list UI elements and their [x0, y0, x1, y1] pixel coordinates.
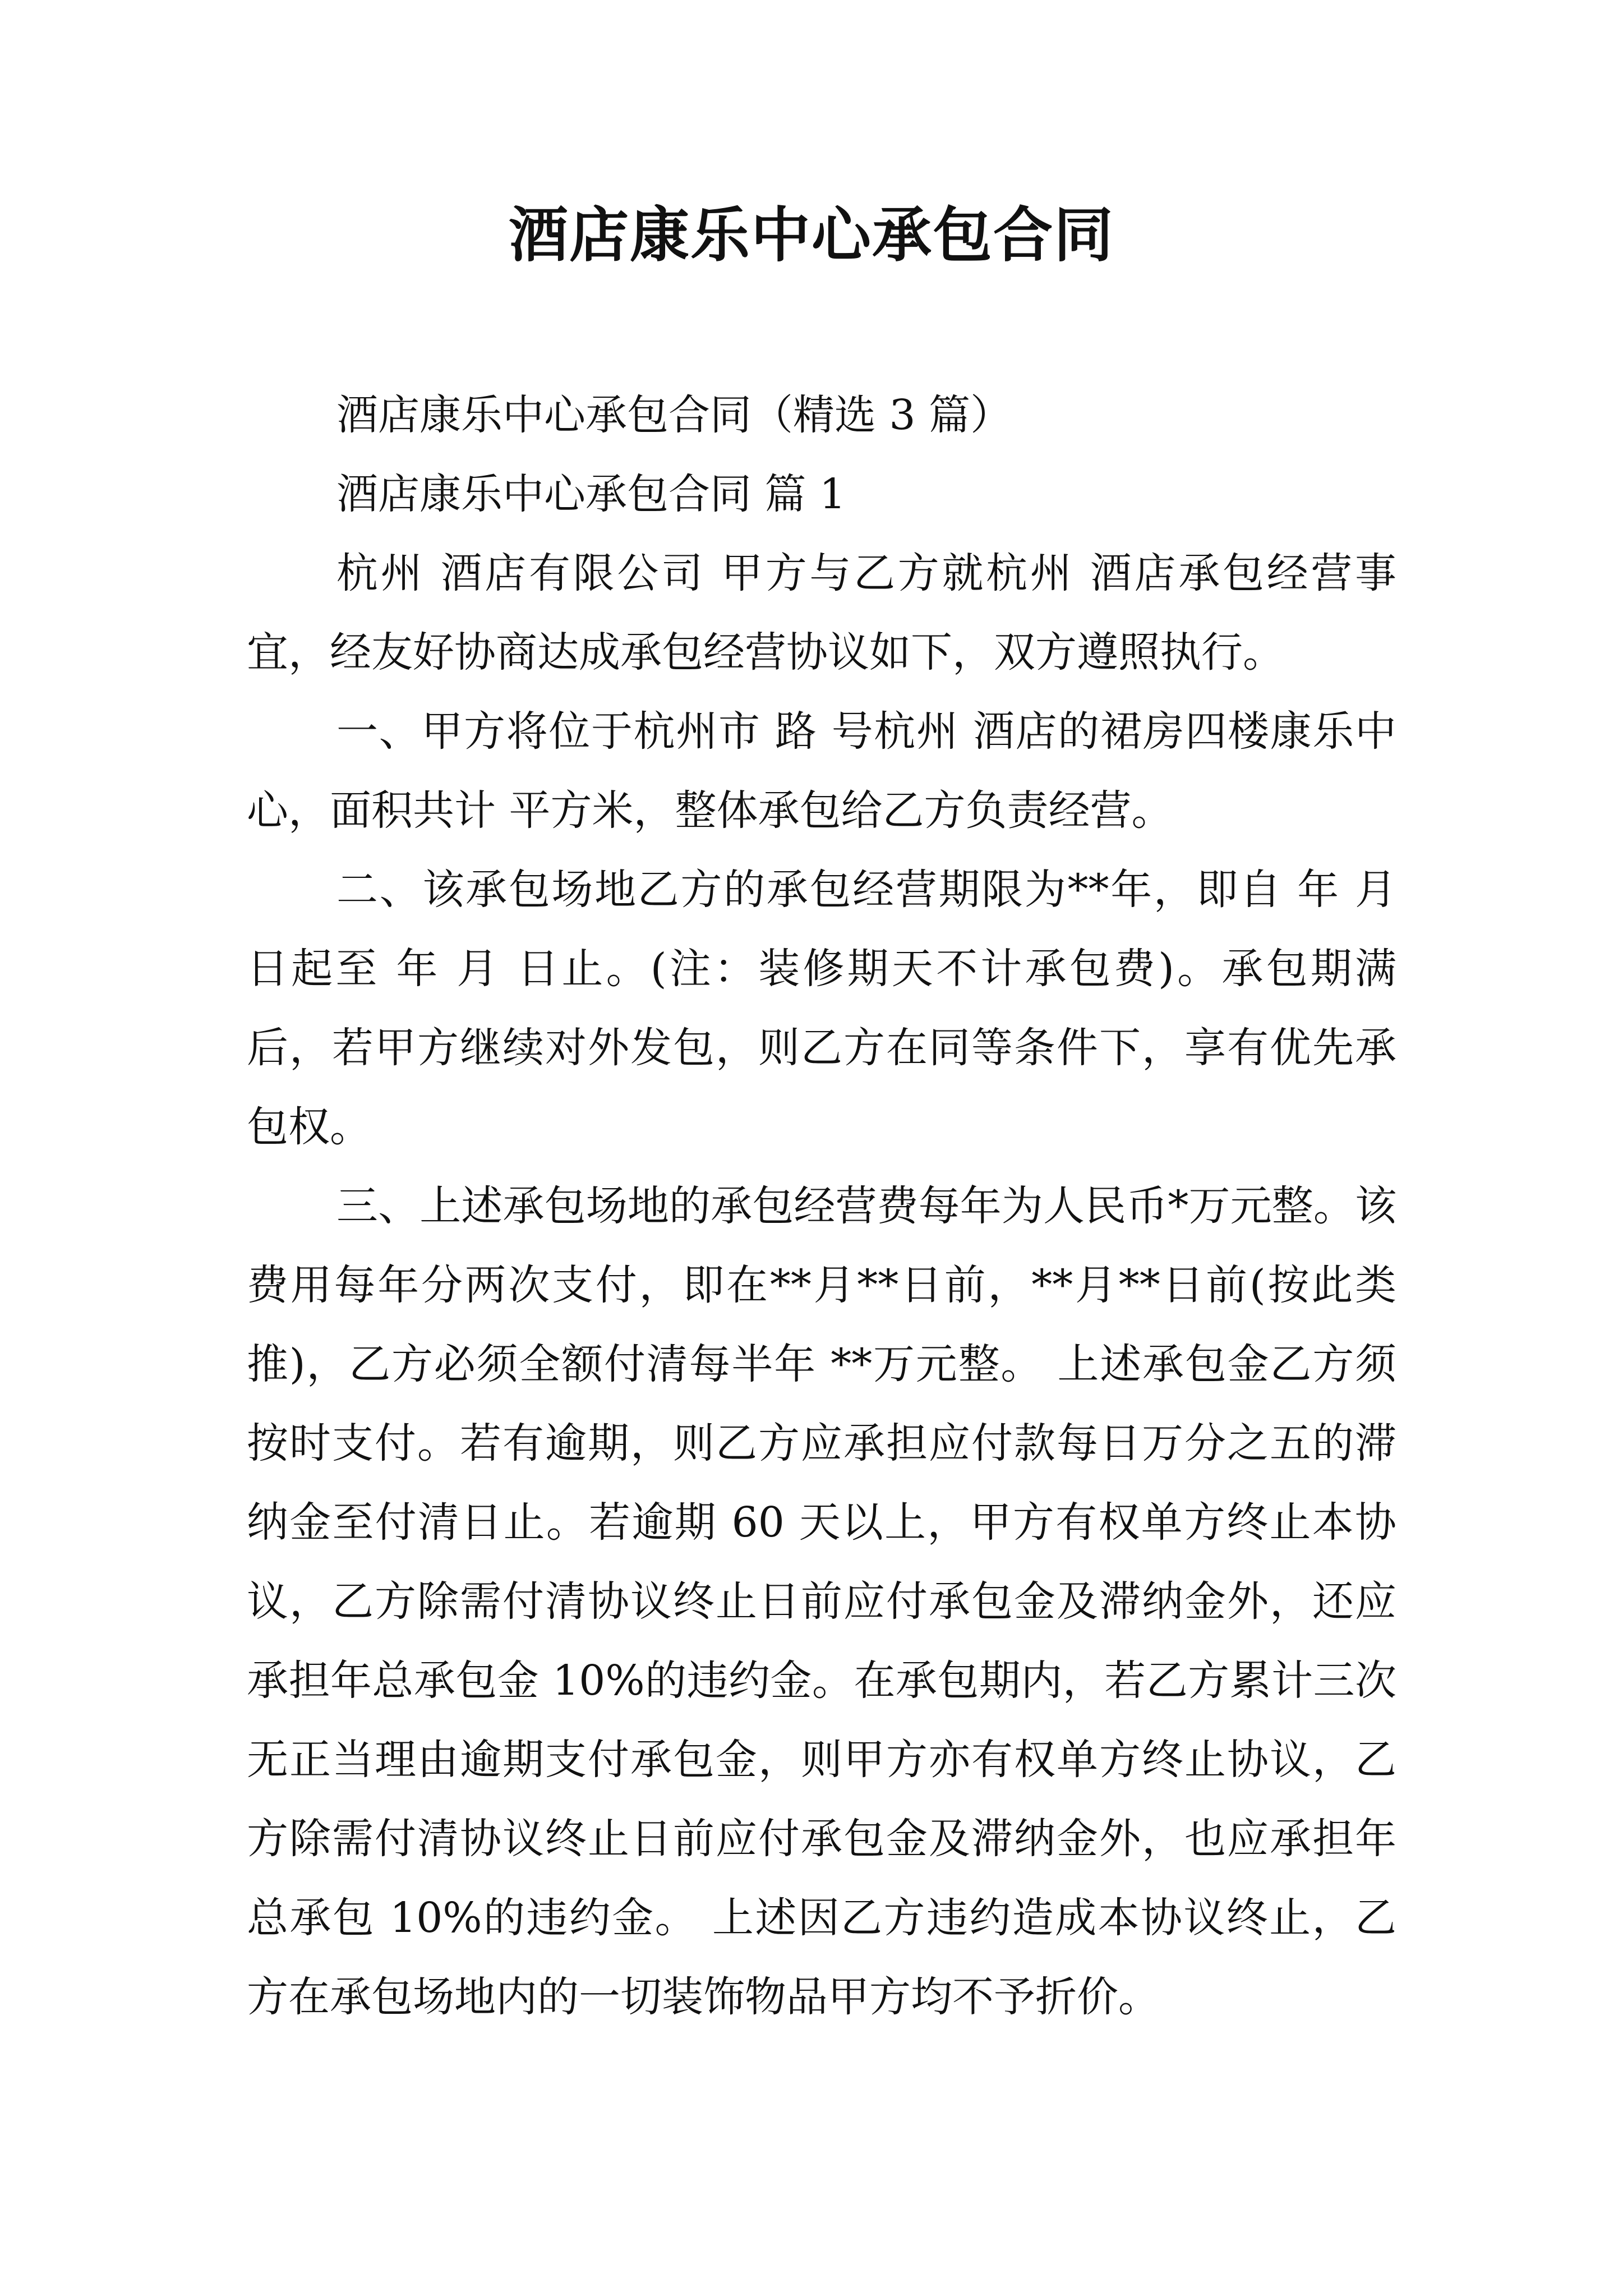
document-title: 酒店康乐中心承包合同 — [509, 201, 1114, 270]
clause-3-paragraph: 三、上述承包场地的承包经营费每年为人民币*万元整。该费用每年分两次支付，即在**月**日前，**月**日前(按此类推)，乙方必须全额付清每半年 **万元整。 上述承包金乙方须按时支付。若有逾期，则乙方应承担应付款每日万分之五的滞纳金至付清日止。若逾期 60 天以上，甲方有权单方终止本协议，乙方除需付清协议终止日前应付承包金及滞纳金外，还应承担年总承包金 10%的违约金。在承包期内，若乙方累计三次无正当理由逾期支付承包金，则甲方亦有权单方终止协议，乙方除需付清协议终止日前应付承包金及滞纳金外，也应承担年总承包 10%的违约金。 上述因乙方违约造成本协议终止，乙方在承包场地内的一切装饰物品甲方均不予折价。 — [247, 1182, 1396, 2021]
section-heading-paragraph: 酒店康乐中心承包合同 篇 1 — [336, 470, 846, 518]
clause-2-paragraph: 二、该承包场地乙方的承包经营期限为**年，即自 年 月 日起至 年 月 日止。(注：装修期天不计承包费)。承包期满后，若甲方继续对外发包，则乙方在同等条件下，享有优先承包权。 — [247, 866, 1396, 1151]
document-body — [247, 376, 1396, 2037]
clause-1-paragraph: 一、甲方将位于杭州市 路 号杭州 酒店的裙房四楼康乐中心，面积共计 平方米，整体承包给乙方负责经营。 — [247, 707, 1396, 835]
intro-paragraph: 杭州 酒店有限公司 甲方与乙方就杭州 酒店承包经营事宜，经友好协商达成承包经营协议如下，双方遵照执行。 — [247, 549, 1396, 677]
subtitle-paragraph: 酒店康乐中心承包合同（精选 3 篇） — [336, 391, 1012, 439]
